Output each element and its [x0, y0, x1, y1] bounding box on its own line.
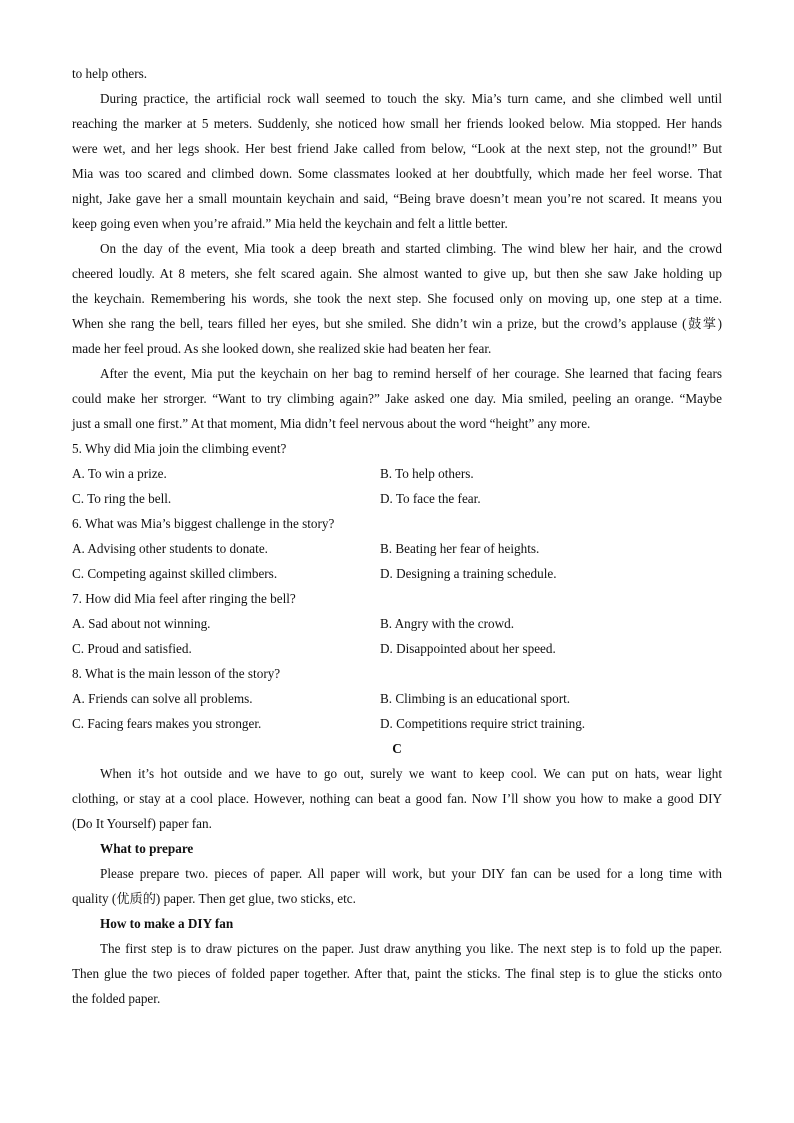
option-d: D. Competitions require strict training. — [380, 716, 586, 731]
option-b: B. Climbing is an educational sport. — [380, 691, 571, 706]
text-line: clothing, or stay at a cool place. However, nothing can beat a good fan. Now I’ll show you how to make a good DIY — [72, 791, 722, 806]
option-a: A. Advising other students to donate. — [72, 541, 268, 556]
text-line: keep going even when you’re afraid.” Mia held the keychain and felt a little better. — [72, 216, 508, 231]
text-line: cheered loudly. At 8 meters, she felt scared again. She almost wanted to give up, but then she saw Jake holding up — [72, 266, 722, 281]
text-line: just a small one first.” At that moment, Mia didn’t feel nervous about the word “height” any more. — [72, 416, 591, 431]
text-line: When she rang the bell, tears filled her eyes, but she smiled. She didn’t win a prize, but the crowd’s applause (鼓掌) — [72, 316, 722, 331]
text-line: the folded paper. — [72, 991, 161, 1006]
text-line: quality (优质的) paper. Then get glue, two sticks, etc. — [72, 891, 356, 906]
question-6 — [72, 511, 722, 586]
text-line: night, Jake gave her a small mountain keychain and said, “Being brave doesn’t mean you’re not scared. It means you — [72, 191, 722, 206]
option-b: B. To help others. — [380, 466, 474, 481]
question-5 — [72, 436, 722, 511]
text-line: After the event, Mia put the keychain on her bag to remind herself of her courage. She learned that facing fears — [100, 366, 722, 381]
text-line: reaching the marker at 5 meters. Suddenly, she noticed how small her friends looked below. Mia stopped. Her hands — [72, 116, 722, 131]
text-line: Then glue the two pieces of folded paper together. After that, paint the sticks. The final step is to glue the sticks onto — [72, 966, 722, 981]
option-row — [72, 536, 722, 561]
text-line: were wet, and her legs shook. Her best friend Jake called from below, “Look at the next step, not the ground!” But — [72, 141, 722, 156]
option-row — [72, 636, 722, 661]
option-b: B. Angry with the crowd. — [380, 616, 515, 631]
option-b: B. Beating her fear of heights. — [380, 541, 540, 556]
option-d: D. Disappointed about her speed. — [380, 641, 556, 656]
text-line: Please prepare two. pieces of paper. All paper will work, but your DIY fan can be used for a long time with — [100, 866, 722, 881]
option-c: C. To ring the bell. — [72, 491, 172, 506]
text-line: the keychain. Remembering his words, she took the next step. She focused only on moving up, one step at a time. — [72, 291, 722, 306]
option-row — [72, 611, 722, 636]
subheading-how-to: How to make a DIY fan — [100, 916, 234, 931]
option-a: A. To win a prize. — [72, 466, 167, 481]
option-c: C. Facing fears makes you stronger. — [72, 716, 262, 731]
option-row — [72, 561, 722, 586]
option-row — [72, 711, 722, 736]
paragraph-steps — [72, 936, 722, 1011]
subheading-prepare: What to prepare — [100, 841, 194, 856]
page-content — [72, 61, 722, 1011]
paragraph-after-event — [72, 361, 722, 436]
paragraph-practice — [72, 86, 722, 236]
text-line: When it’s hot outside and we have to go out, surely we want to keep cool. We can put on hats, wear light — [100, 766, 722, 781]
paragraph-prepare — [72, 861, 722, 911]
question-stem: 5. Why did Mia join the climbing event? — [72, 441, 287, 456]
option-a: A. Friends can solve all problems. — [72, 691, 253, 706]
option-d: D. To face the fear. — [380, 491, 481, 506]
option-row — [72, 686, 722, 711]
question-stem: 7. How did Mia feel after ringing the bell? — [72, 591, 296, 606]
paragraph-event-day — [72, 236, 722, 361]
text-line: The first step is to draw pictures on the paper. Just draw anything you like. The next step is to fold up the paper. — [100, 941, 722, 956]
text-line: made her feel proud. As she looked down, she realized skie had beaten her fear. — [72, 341, 492, 356]
text-line: On the day of the event, Mia took a deep breath and started climbing. The wind blew her hair, and the crowd — [100, 241, 722, 256]
option-d: D. Designing a training schedule. — [380, 566, 557, 581]
option-a: A. Sad about not winning. — [72, 616, 211, 631]
text-line: Mia was too scared and climbed down. Some classmates looked at her doubtfully, which made her feel worse. That — [72, 166, 722, 181]
text-line: During practice, the artificial rock wall seemed to touch the sky. Mia’s turn came, and she climbed well until — [100, 91, 722, 106]
question-8 — [72, 661, 722, 736]
text-line: (Do It Yourself) paper fan. — [72, 816, 212, 831]
question-7 — [72, 586, 722, 661]
option-c: C. Proud and satisfied. — [72, 641, 192, 656]
lead-line: to help others. — [72, 66, 148, 81]
option-c: C. Competing against skilled climbers. — [72, 566, 278, 581]
question-stem: 6. What was Mia’s biggest challenge in the story? — [72, 516, 335, 531]
question-stem: 8. What is the main lesson of the story? — [72, 666, 281, 681]
section-label: C — [392, 741, 402, 756]
paragraph-intro — [72, 761, 722, 836]
text-line: could make her strorger. “Want to try climbing again?” Jake asked one day. Mia smiled, peeling an orange. “Maybe — [72, 391, 722, 406]
option-row — [72, 486, 722, 511]
option-row — [72, 461, 722, 486]
